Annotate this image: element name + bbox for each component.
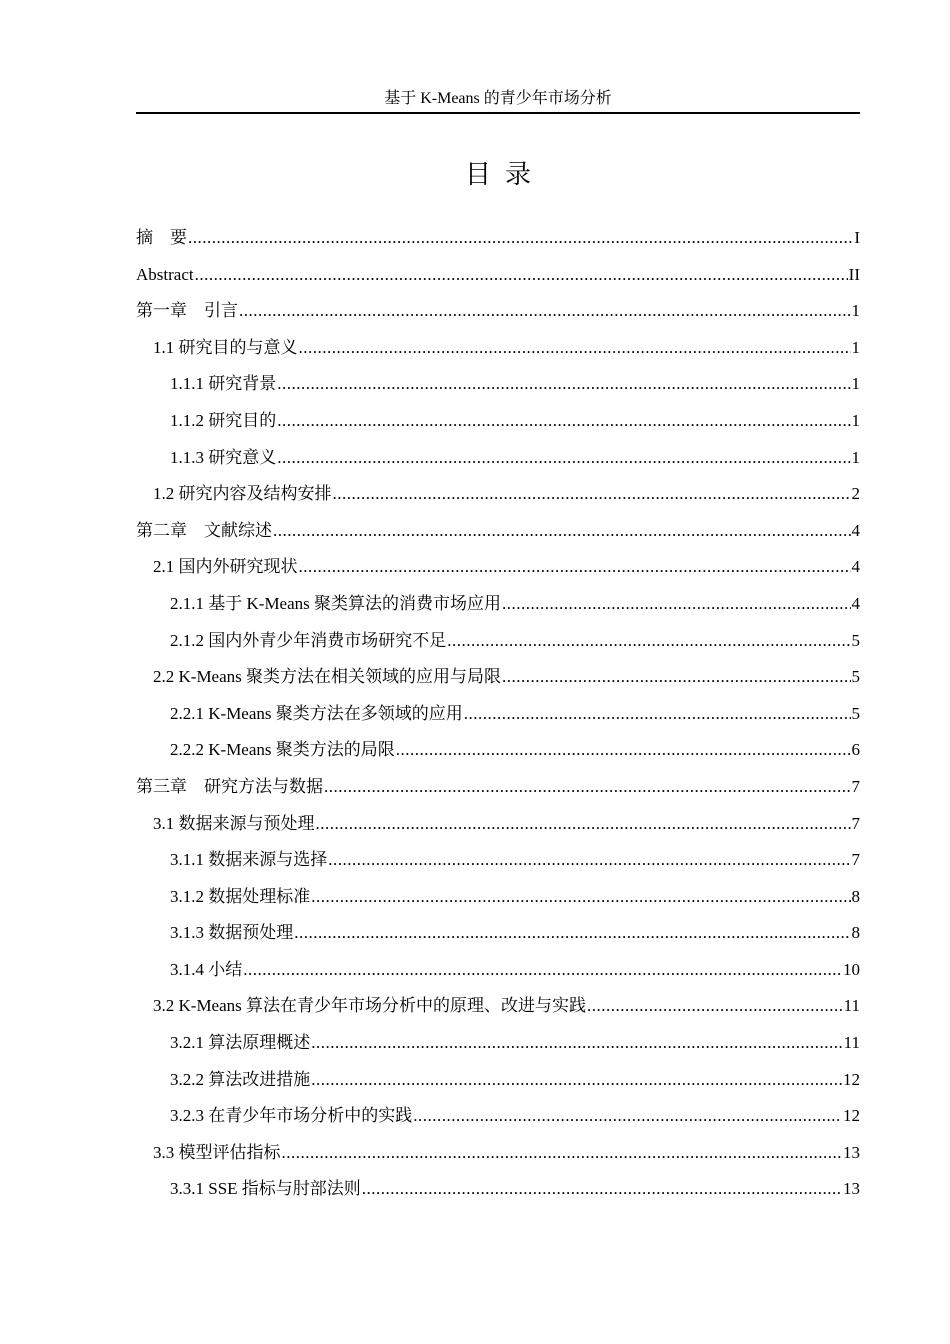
toc-dot-leader [447,623,850,660]
toc-entry-label: 2.2 K-Means 聚类方法在相关领域的应用与局限 [153,667,502,687]
toc-entry-page-number: 7 [851,776,860,796]
toc-entry-page-number: 13 [843,1142,860,1162]
toc-entry[interactable] [136,257,860,294]
toc-entry-label: 2.1 国内外研究现状 [153,557,298,577]
toc-dot-leader [299,330,851,367]
toc-entry-label: 3.1.1 数据来源与选择 [170,850,328,870]
toc-dot-leader [277,366,850,403]
toc-dot-leader [195,257,848,294]
toc-dot-leader [502,659,850,696]
toc-entry-page-number: 4 [851,557,860,577]
toc-entry-page-number: 13 [843,1179,860,1199]
toc-dot-leader [396,732,851,769]
header-rule [136,112,860,114]
toc-dot-leader [311,1025,842,1062]
toc-entry[interactable] [136,586,860,623]
toc-dot-leader [413,1098,842,1135]
toc-entry[interactable] [136,988,860,1025]
toc-dot-leader [277,440,850,477]
toc-entry[interactable] [136,1062,860,1099]
toc-dot-leader [502,586,850,623]
toc-entry-page-number: 12 [843,1106,860,1126]
toc-entry[interactable] [136,366,860,403]
toc-entry[interactable] [136,513,860,550]
toc-entry-label: Abstract [136,264,194,284]
toc-entry-page-number: 5 [851,630,860,650]
toc-entry-label: 摘 要 [136,228,187,247]
toc-dot-leader [587,988,843,1025]
page-header: 基于 K-Means 的青少年市场分析 [384,90,612,107]
toc-entry-page-number: 2 [851,484,860,504]
toc-entry[interactable] [136,1025,860,1062]
toc-dot-leader [316,806,851,843]
toc-entry-page-number: 5 [851,703,860,723]
toc-entry-label: 3.1.3 数据预处理 [170,923,294,943]
toc-entry[interactable] [136,1171,860,1208]
toc-entry[interactable] [136,476,860,513]
toc-entry-label: 3.2.1 算法原理概述 [170,1033,311,1053]
toc-entry-page-number: 7 [851,813,860,833]
toc-entry-page-number: 12 [843,1069,860,1089]
toc-dot-leader [239,293,851,330]
toc-entry-label: 3.2.3 在青少年市场分析中的实践 [170,1106,413,1126]
toc-entry-label: 3.3.1 SSE 指标与肘部法则 [170,1179,361,1199]
toc-dot-leader [188,220,853,257]
toc-entry-page-number: 7 [851,850,860,870]
toc-entry[interactable] [136,220,860,257]
toc-entry-page-number: 1 [851,410,860,430]
toc-entry-page-number: 5 [851,667,860,687]
toc-entry[interactable] [136,330,860,367]
toc-entry-label: 第三章 研究方法与数据 [136,776,323,796]
toc-entry-page-number: 6 [851,740,860,760]
toc-entry-label: 2.1.1 基于 K-Means 聚类算法的消费市场应用 [170,593,502,613]
toc-entry[interactable] [136,1098,860,1135]
toc-entry-label: 3.2 K-Means 算法在青少年市场分析中的原理、改进与实践 [153,996,587,1016]
toc-title: 目录 [464,160,545,190]
toc-entry[interactable] [136,696,860,733]
toc-entry[interactable] [136,623,860,660]
toc-entry-page-number: 8 [851,923,860,943]
toc-dot-leader [299,549,851,586]
toc-entry-page-number: 11 [843,996,860,1016]
toc-dot-leader [277,403,850,440]
toc-entry[interactable] [136,403,860,440]
toc-entry[interactable] [136,952,860,989]
toc-entry[interactable] [136,842,860,879]
toc-entry-page-number: 4 [851,520,860,540]
toc-entry-label: 第一章 引言 [136,301,238,321]
toc-dot-leader [282,1135,843,1172]
toc-entry-label: 3.1.2 数据处理标准 [170,886,311,906]
toc-entry[interactable] [136,293,860,330]
toc-entry-label: 3.2.2 算法改进措施 [170,1069,311,1089]
toc-entry-page-number: 1 [851,447,860,467]
toc-entry-label: 3.3 模型评估指标 [153,1142,281,1162]
toc-entry-label: 3.1 数据来源与预处理 [153,813,315,833]
toc-entry[interactable] [136,549,860,586]
toc-entry-label: 1.1.2 研究目的 [170,410,277,430]
toc-entry-label: 2.2.2 K-Means 聚类方法的局限 [170,740,395,760]
toc-entry[interactable] [136,732,860,769]
toc-dot-leader [362,1171,842,1208]
toc-dot-leader [243,952,842,989]
toc-entry-page-number: II [848,264,860,284]
toc-entry-label: 1.1.1 研究背景 [170,374,277,394]
toc-entry[interactable] [136,1135,860,1172]
toc-entry-page-number: 4 [851,593,860,613]
toc-dot-leader [273,513,851,550]
toc-entry-page-number: 8 [851,886,860,906]
toc-entry-label: 第二章 文献综述 [136,520,272,540]
toc-dot-leader [311,879,850,916]
toc-entry-page-number: 11 [843,1033,860,1053]
toc-entry[interactable] [136,806,860,843]
toc-entry-label: 1.1 研究目的与意义 [153,337,298,357]
toc-entry-label: 1.2 研究内容及结构安排 [153,484,332,504]
toc-entry[interactable] [136,769,860,806]
toc-entry-page-number: 1 [851,301,860,321]
toc-entry[interactable] [136,440,860,477]
toc-dot-leader [324,769,851,806]
toc-entry-label: 2.1.2 国内外青少年消费市场研究不足 [170,630,447,650]
toc-dot-leader [294,915,850,952]
toc-entry-label: 3.1.4 小结 [170,959,243,979]
toc-dot-leader [464,696,851,733]
toc-entry-page-number: 10 [843,959,860,979]
toc-dot-leader [328,842,850,879]
toc-dot-leader [333,476,851,513]
toc-entry-page-number: 1 [851,337,860,357]
toc-entry-page-number: I [854,228,860,247]
toc-entry-label: 2.2.1 K-Means 聚类方法在多领域的应用 [170,703,463,723]
table-of-contents [136,220,860,1208]
toc-entry[interactable] [136,659,860,696]
toc-dot-leader [311,1062,842,1099]
toc-entry-label: 1.1.3 研究意义 [170,447,277,467]
toc-entry-page-number: 1 [851,374,860,394]
toc-entry[interactable] [136,879,860,916]
toc-entry[interactable] [136,915,860,952]
